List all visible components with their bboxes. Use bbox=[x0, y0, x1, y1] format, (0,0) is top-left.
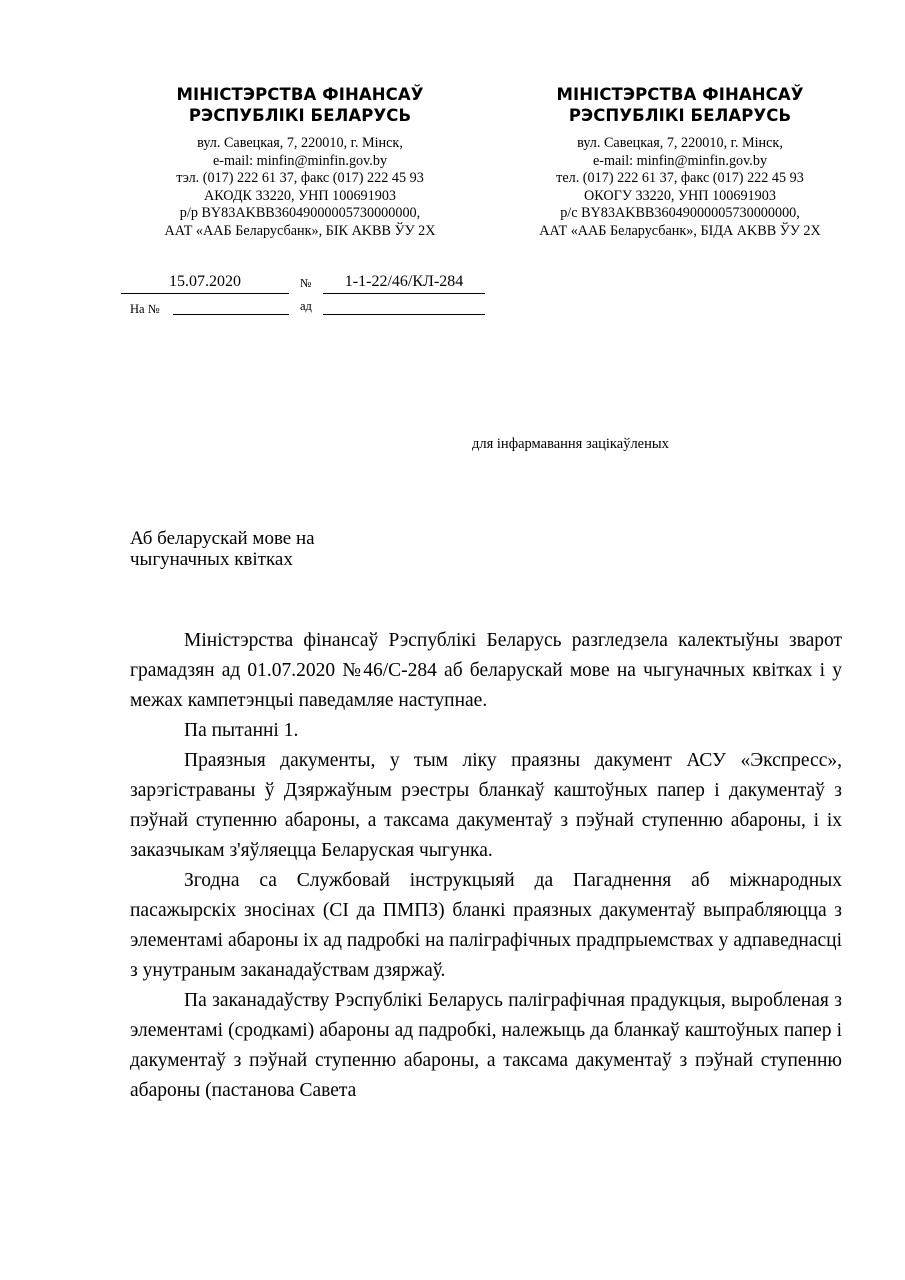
addressee: для інфармавання зацікаўленых bbox=[472, 436, 669, 452]
reply-to-label: На № bbox=[130, 302, 160, 316]
document-number: 1-1-22/46/КЛ-284 bbox=[323, 272, 485, 294]
ministry-name-line1: МІНІСТЭРСТВА ФІНАНСАЎ bbox=[556, 85, 804, 104]
from-date-line bbox=[323, 314, 485, 315]
body-paragraph: Згодна са Службовай інструкцыяй да Пагаднення аб міжнародных пасажырскіх зносінах (СІ да ПМПЗ) бланкі праязных дакументаў выпрабляюцца з элементамі абароны іх ад падробкі на паліграфічных прадпрыемствах у адпаведнасці з унутраным заканадаўствам дзяржаў. bbox=[130, 870, 842, 981]
codes-line: ОКОГУ 33220, УНП 100691903 bbox=[584, 187, 776, 204]
subject-line1: Аб беларускай мове на bbox=[130, 528, 315, 549]
phone-line: тел. (017) 222 61 37, факс (017) 222 45 93 bbox=[556, 170, 804, 187]
letter-subject bbox=[130, 528, 315, 570]
account-line: р/с BY83AKBB36049000005730000000, bbox=[560, 205, 800, 222]
ministry-contacts bbox=[120, 135, 480, 241]
bank-line: ААТ «ААБ Беларусбанк», БІДА AKBB ЎУ 2Х bbox=[539, 222, 821, 239]
document-date: 15.07.2020 bbox=[121, 272, 289, 294]
body-paragraph: Па заканадаўству Рэспублікі Беларусь паліграфічная прадукцыя, выробленая з элементамі (сродкамі) абароны ад падробкі, належыць да бланкаў каштоўных папер і дакументаў з пэўнай ступенню абароны, а таксама дакументаў з пэўнай ступенню абароны (пастанова Савета bbox=[130, 990, 842, 1101]
email-line: e-mail: minfin@minfin.gov.by bbox=[212, 152, 388, 169]
ministry-name-line2: РЭСПУБЛІКІ БЕЛАРУСЬ bbox=[188, 106, 412, 125]
codes-line: АКОДК 33220, УНП 100691903 bbox=[203, 187, 397, 204]
letter-body bbox=[130, 626, 842, 1106]
phone-line: тэл. (017) 222 61 37, факс (017) 222 45 93 bbox=[176, 170, 424, 187]
ministry-name-line1: МІНІСТЭРСТВА ФІНАНСАЎ bbox=[176, 85, 424, 104]
letterhead-russian bbox=[500, 84, 860, 241]
number-label: № bbox=[300, 276, 312, 290]
ministry-contacts bbox=[500, 135, 860, 241]
bank-line: ААТ «ААБ Беларусбанк», БІК AKBB ЎУ 2Х bbox=[164, 222, 436, 239]
letterhead-belarusian bbox=[120, 84, 480, 241]
email-line: e-mail: minfin@minfin.gov.by bbox=[592, 152, 768, 169]
ministry-name bbox=[120, 84, 480, 126]
address-line: вул. Савецкая, 7, 220010, г. Мінск, bbox=[197, 135, 403, 151]
account-line: р/р BY83AKBB36049000005730000000, bbox=[179, 205, 421, 222]
reply-to-number-line bbox=[173, 314, 289, 315]
address-line: вул. Савецкая, 7, 220010, г. Мінск, bbox=[577, 135, 783, 151]
subject-line2: чыгуначных квітках bbox=[130, 549, 293, 570]
from-date-label: ад bbox=[300, 299, 312, 313]
ministry-name-line2: РЭСПУБЛІКІ БЕЛАРУСЬ bbox=[568, 106, 792, 125]
ministry-name bbox=[500, 84, 860, 126]
body-paragraph: Праязныя дакументы, у тым ліку праязны дакумент АСУ «Экспресс», зарэгістраваны ў Дзяржаўным рэестры бланкаў каштоўных папер і дакументаў з пэўнай ступенню абароны, а таксама дакументаў з пэўнай ступенню абароны, і іх заказчыкам з'яўляецца Беларуская чыгунка. bbox=[130, 750, 842, 861]
body-paragraph: Міністэрства фінансаў Рэспублікі Беларусь разгледзела калектыўны зварот грамадзян ад 01.07.2020 №46/С-284 аб беларускай мове на чыгуначных квітках і у межах кампетэнцыі паведамляе наступнае. bbox=[130, 630, 842, 711]
body-paragraph: Па пытанні 1. bbox=[184, 720, 299, 741]
